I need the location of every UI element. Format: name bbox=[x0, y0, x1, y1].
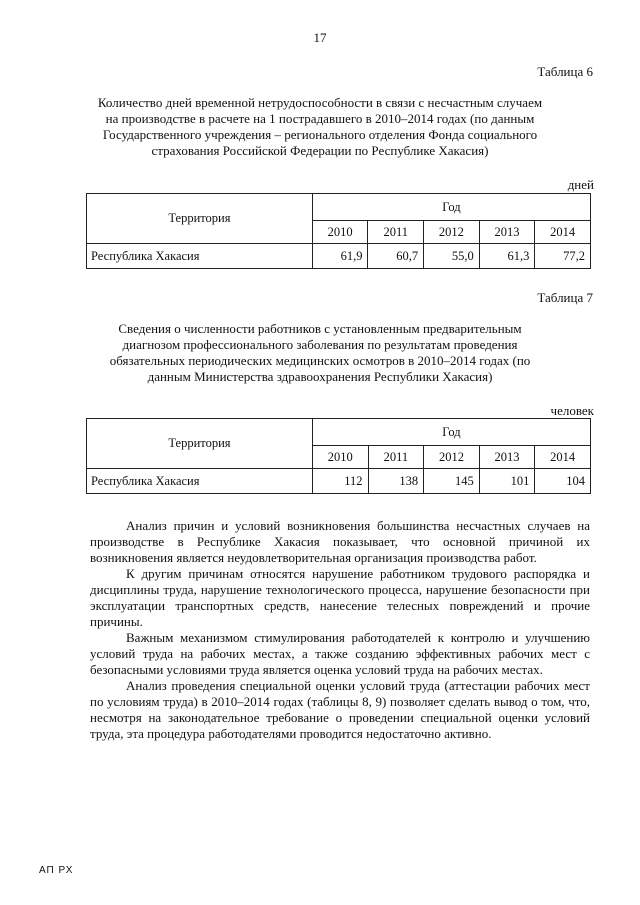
table-7-row-name: Республика Хакасия bbox=[87, 469, 313, 494]
table-7-year-header: Год bbox=[312, 419, 590, 446]
table-7-year-2011: 2011 bbox=[368, 446, 424, 469]
table-7-value-2012: 145 bbox=[424, 469, 480, 494]
table-6-value-2013: 61,3 bbox=[479, 244, 535, 269]
paragraph-3: Важным механизмом стимулирования работодателей к контролю и улучшению условий труда на рабочих местах, а также созданию эффективных рабочих мест с безопасными условиями труда является оценка условий труда на рабочих местах. bbox=[90, 630, 590, 677]
table-6-year-2012: 2012 bbox=[424, 221, 480, 244]
table-6-value-2011: 60,7 bbox=[368, 244, 424, 269]
table-row bbox=[87, 469, 591, 494]
page-number: 17 bbox=[313, 30, 327, 45]
table-7-value-2011: 138 bbox=[368, 469, 424, 494]
table-6-territory-header: Территория bbox=[87, 194, 313, 244]
table-7-year-2012: 2012 bbox=[424, 446, 480, 469]
table-6-year-2011: 2011 bbox=[368, 221, 424, 244]
table-6-year-header: Год bbox=[312, 194, 590, 221]
table-6-year-2013: 2013 bbox=[479, 221, 535, 244]
paragraph-1: Анализ причин и условий возникновения большинства несчастных случаев на производстве в Республике Хакасия показывает, что основной причиной их возникновения является неудовлетворительная организация производства работ. bbox=[90, 518, 590, 565]
paragraph-4: Анализ проведения специальной оценки условий труда (аттестации рабочих мест по условиям труда) в 2010–2014 годах (таблицы 8, 9) позволяет сделать вывод о том, что, несмотря на законодательное требование о проведении специальной оценки условий труда, эта процедура работодателями проводится недостаточно активно. bbox=[90, 678, 590, 741]
table-7-caption: Сведения о численности работников с установленным предварительным диагнозом профессионального заболевания по результатам проведения обязательных периодических медицинских осмотров в 2010–2014 годах (по данным Министерства здравоохранения Республики Хакасия) bbox=[109, 321, 531, 384]
table-6-unit: дней bbox=[567, 177, 594, 192]
table-6-caption: Количество дней временной нетрудоспособности в связи с несчастным случаем на производстве в расчете на 1 пострадавшего в 2010–2014 годах (по данным Государственного учреждения – регионального отделения Фонда социального страхования Российской Федерации по Республике Хакасия) bbox=[97, 95, 543, 158]
table-7-year-2014: 2014 bbox=[535, 446, 591, 469]
table-7-value-2013: 101 bbox=[479, 469, 535, 494]
table-6-year-2010: 2010 bbox=[312, 221, 368, 244]
footer-mark: АП РХ bbox=[39, 865, 74, 876]
table-row bbox=[87, 244, 591, 269]
table-6-value-2012: 55,0 bbox=[424, 244, 480, 269]
table-6-value-2010: 61,9 bbox=[312, 244, 368, 269]
table-7-year-2013: 2013 bbox=[479, 446, 535, 469]
table-7-year-2010: 2010 bbox=[312, 446, 368, 469]
table-6-label: Таблица 6 bbox=[537, 64, 593, 79]
table-6 bbox=[86, 193, 591, 269]
paragraph-2: К другим причинам относятся нарушение работником трудового распорядка и дисциплины труда, нарушение технологического процесса, нарушение безопасности при эксплуатации транспортных средств, нанесение телесных повреждений и прочие причины. bbox=[90, 566, 590, 629]
table-7-value-2014: 104 bbox=[535, 469, 591, 494]
table-6-row-name: Республика Хакасия bbox=[87, 244, 313, 269]
table-7-unit: человек bbox=[550, 403, 594, 418]
table-7-territory-header: Территория bbox=[87, 419, 313, 469]
table-7 bbox=[86, 418, 591, 494]
table-6-value-2014: 77,2 bbox=[535, 244, 591, 269]
table-7-value-2010: 112 bbox=[312, 469, 368, 494]
table-6-year-2014: 2014 bbox=[535, 221, 591, 244]
body-text bbox=[90, 518, 590, 742]
table-7-label: Таблица 7 bbox=[537, 290, 593, 305]
